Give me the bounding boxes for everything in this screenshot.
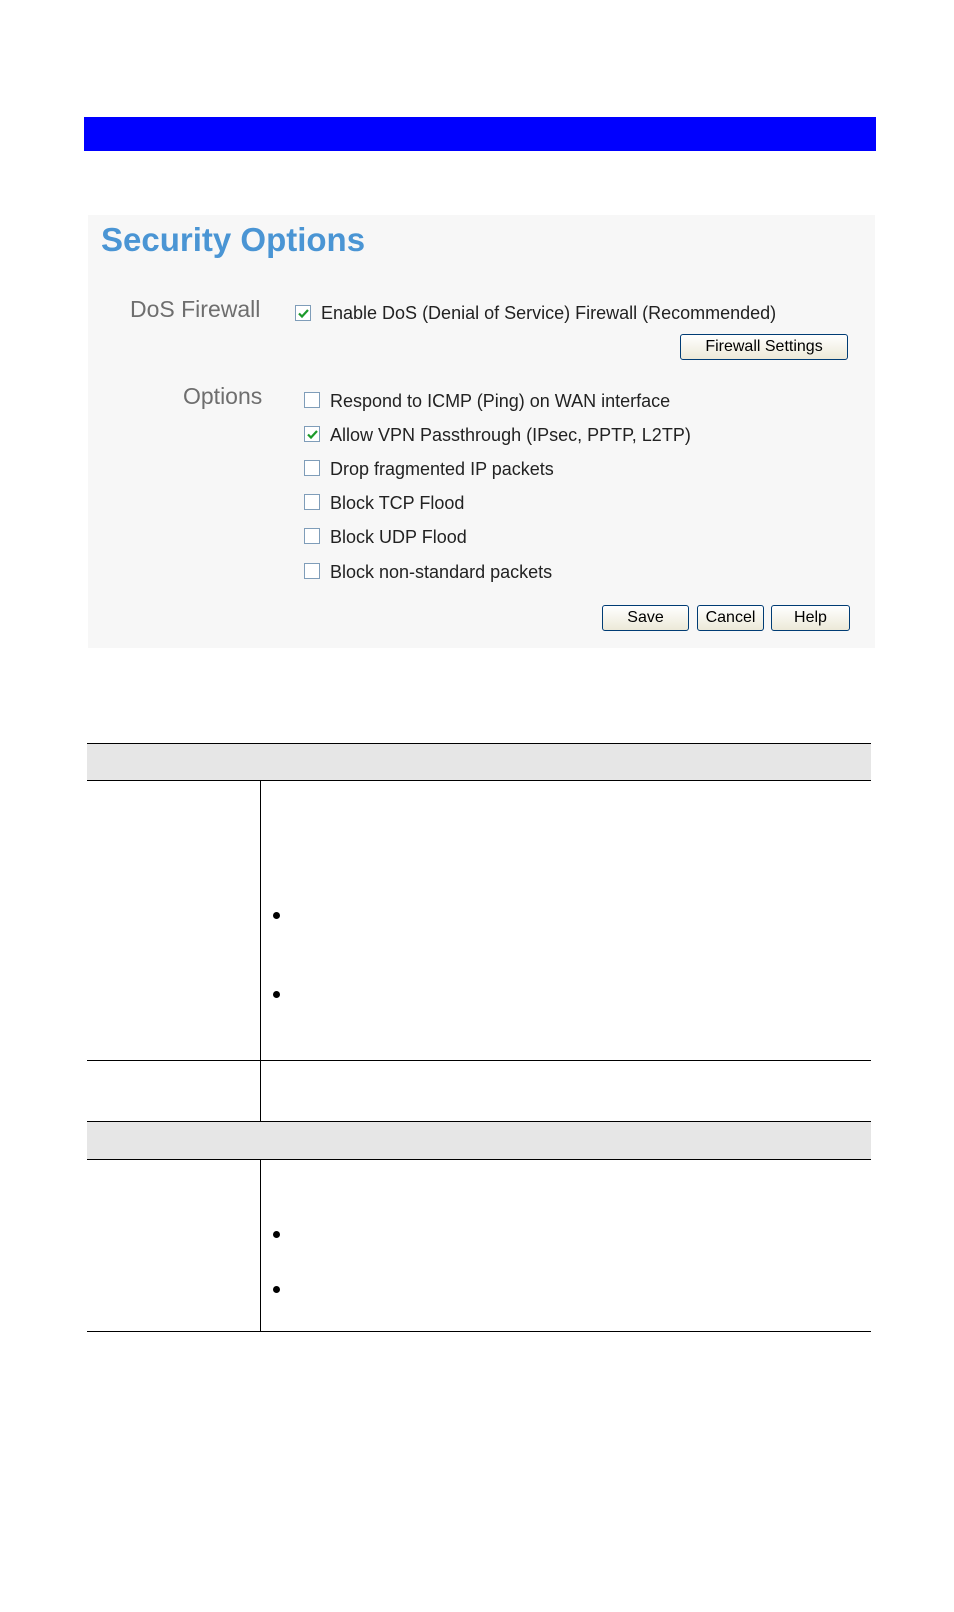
firewall-settings-button[interactable]: Firewall Settings [680, 334, 848, 360]
icmp-ping-label[interactable]: Respond to ICMP (Ping) on WAN interface [330, 391, 671, 411]
drop-fragmented-label[interactable]: Drop fragmented IP packets [330, 459, 554, 479]
table-rule [87, 780, 871, 781]
page-title: Security Options [101, 221, 366, 258]
block-udp-flood-checkbox[interactable] [304, 528, 320, 544]
save-button[interactable]: Save [602, 605, 689, 631]
icmp-ping-checkbox[interactable] [304, 392, 320, 408]
help-button[interactable]: Help [771, 605, 850, 631]
table-header-row [87, 1122, 871, 1159]
enable-dos-label[interactable]: Enable DoS (Denial of Service) Firewall (Recommended) [321, 303, 777, 323]
block-tcp-flood-label[interactable]: Block TCP Flood [330, 493, 465, 513]
table-column-divider [260, 780, 261, 1121]
block-nonstandard-checkbox[interactable] [304, 563, 320, 579]
block-tcp-flood-checkbox[interactable] [304, 494, 320, 510]
table-rule [87, 1159, 871, 1160]
bullet [273, 912, 280, 919]
table-rule [87, 743, 871, 744]
checkmark-icon [306, 428, 319, 441]
table-rule [87, 1060, 871, 1061]
vpn-passthrough-label[interactable]: Allow VPN Passthrough (IPsec, PPTP, L2TP) [330, 425, 691, 445]
options-label: Options [183, 383, 263, 409]
table-column-divider [260, 1159, 261, 1331]
block-udp-flood-label[interactable]: Block UDP Flood [330, 527, 467, 547]
table-rule [87, 1331, 871, 1332]
table-header-row [87, 744, 871, 780]
block-nonstandard-label[interactable]: Block non-standard packets [330, 562, 553, 582]
checkmark-icon [297, 307, 310, 320]
enable-dos-checkbox[interactable] [295, 305, 311, 321]
bullet [273, 991, 280, 998]
bullet [273, 1231, 280, 1238]
cancel-button[interactable]: Cancel [697, 605, 764, 631]
drop-fragmented-checkbox[interactable] [304, 460, 320, 476]
vpn-passthrough-checkbox[interactable] [304, 426, 320, 442]
header-bar [84, 117, 876, 151]
bullet [273, 1286, 280, 1293]
dos-firewall-label: DoS Firewall [130, 296, 261, 322]
table-rule [87, 1121, 871, 1122]
